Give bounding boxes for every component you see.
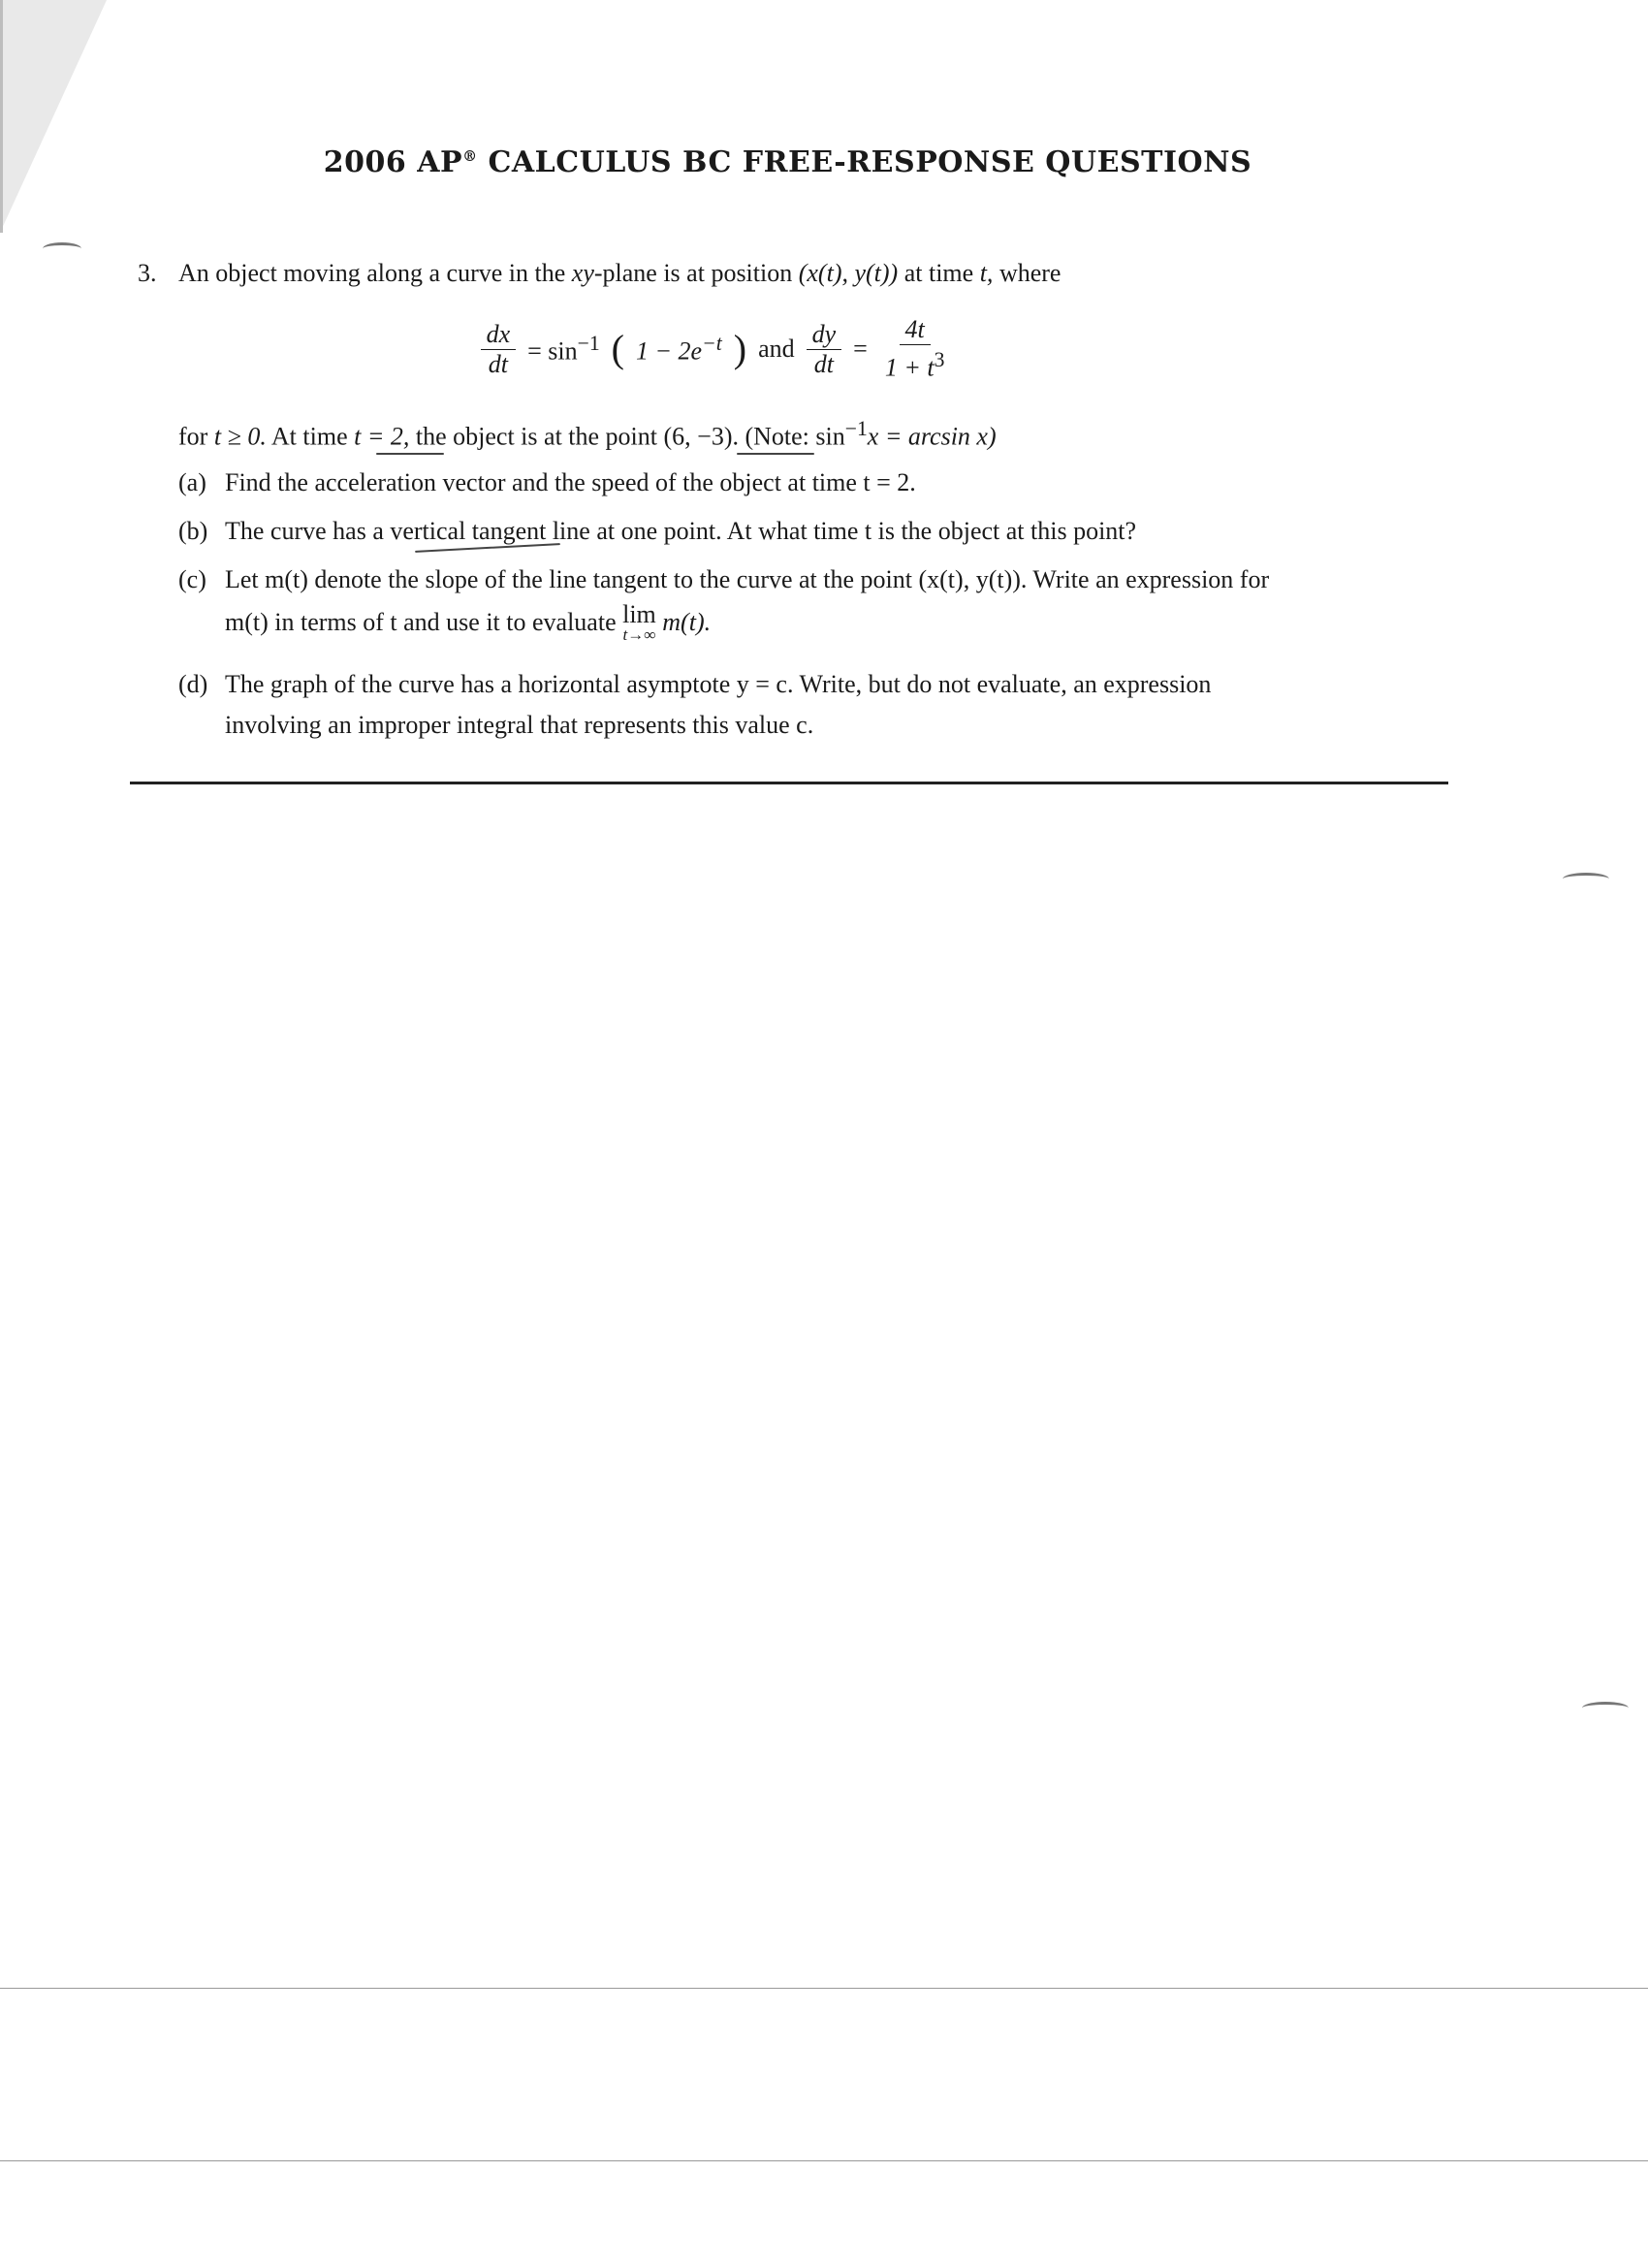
eq1-inner	[636, 332, 722, 367]
punch-hole-mark-3	[1582, 1702, 1629, 1714]
intro-text-4: where	[993, 259, 1062, 287]
cond-point: (6, −3).	[663, 422, 739, 451]
derivative-equations	[0, 310, 1431, 388]
dy-dt-fraction	[807, 320, 842, 379]
scan-line-2	[0, 2160, 1648, 2161]
cond-t-ge-0: t ≥ 0.	[213, 422, 267, 451]
dy-numerator: dy	[807, 320, 842, 350]
cond-text-1: for	[178, 422, 214, 451]
cond-text-4: (Note: sin	[738, 422, 845, 451]
rhs-fraction	[879, 315, 951, 383]
eq1-text: = sin	[527, 336, 578, 366]
scan-corner-shadow	[0, 0, 107, 233]
rhs-denominator-text: 1 + t	[884, 353, 935, 382]
part-c-label: (c)	[178, 565, 206, 593]
question-intro	[178, 254, 1458, 293]
eq2-equals: =	[853, 335, 868, 363]
scan-edge	[0, 0, 3, 233]
dx-denominator: dt	[488, 349, 508, 378]
eq1-inner-text: 1 − 2e	[636, 336, 703, 366]
intro-text-3: at time	[898, 259, 980, 287]
part-c-text-2: m(t) in terms of t and use it to evaluate	[225, 608, 623, 636]
header-title-post: CALCULUS BC FREE-RESPONSE QUESTIONS	[477, 145, 1252, 179]
dy-denominator: dt	[813, 349, 834, 378]
cond-text-2: At time	[266, 422, 355, 451]
header-title-pre: 2006 AP	[323, 145, 463, 179]
part-b-text: The curve has a vertical tangent line at one point. At what time t is the object at this point?	[225, 517, 1137, 545]
condition-line	[178, 409, 997, 457]
intro-text-2: -plane is at position	[593, 259, 799, 287]
page-header	[0, 145, 1575, 179]
part-c-text-2-wrap	[225, 600, 1466, 644]
cond-time: t = 2,	[354, 422, 410, 451]
eq-and: and	[758, 335, 795, 363]
intro-xy: xy	[571, 259, 594, 287]
scan-line-1	[0, 1988, 1648, 1989]
cond-text-5: x = arcsin x)	[867, 422, 997, 451]
dx-numerator: dx	[481, 320, 517, 350]
punch-hole-mark-1	[43, 242, 81, 255]
limit-function: m(t).	[655, 608, 712, 636]
cond-inverse: −1	[844, 417, 868, 440]
eq1-sin	[527, 332, 600, 367]
limit-expression	[622, 600, 656, 644]
handwritten-underline-1	[376, 453, 444, 455]
left-paren: (	[611, 327, 624, 370]
eq1-inverse: −1	[577, 332, 600, 356]
intro-text-1: An object moving along a curve in the	[178, 259, 572, 287]
part-d-text-2: involving an improper integral that represents this value c.	[225, 711, 814, 739]
right-paren: )	[733, 327, 747, 370]
part-c-text-1: Let m(t) denote the slope of the line tangent to the curve at the point (x(t), y(t)). Write an expression for	[225, 565, 1270, 593]
intro-t: t,	[979, 259, 994, 287]
registered-mark: ®	[462, 147, 478, 165]
part-d-text-1: The graph of the curve has a horizontal asymptote y = c. Write, but do not evaluate, an expression	[225, 670, 1212, 698]
rhs-denominator	[879, 345, 951, 383]
limit-subscript: t→∞	[622, 625, 656, 644]
handwritten-underline-2	[737, 453, 814, 455]
limit-lim: lim	[622, 600, 656, 628]
question-number: 3.	[138, 259, 157, 287]
cond-text-3: the object is at the point	[409, 422, 664, 451]
separator-rule	[130, 782, 1448, 784]
part-a-label: (a)	[178, 468, 206, 496]
intro-position: (x(t), y(t))	[798, 259, 899, 287]
punch-hole-mark-2	[1563, 873, 1609, 885]
part-d-label: (d)	[178, 670, 208, 698]
rhs-numerator: 4t	[900, 315, 931, 345]
dx-dt-fraction	[481, 320, 517, 379]
eq1-exponent: −t	[702, 332, 722, 356]
part-b-label: (b)	[178, 517, 208, 545]
rhs-denominator-exp: 3	[934, 348, 945, 372]
part-a-text: Find the acceleration vector and the speed of the object at time t = 2.	[225, 468, 916, 496]
